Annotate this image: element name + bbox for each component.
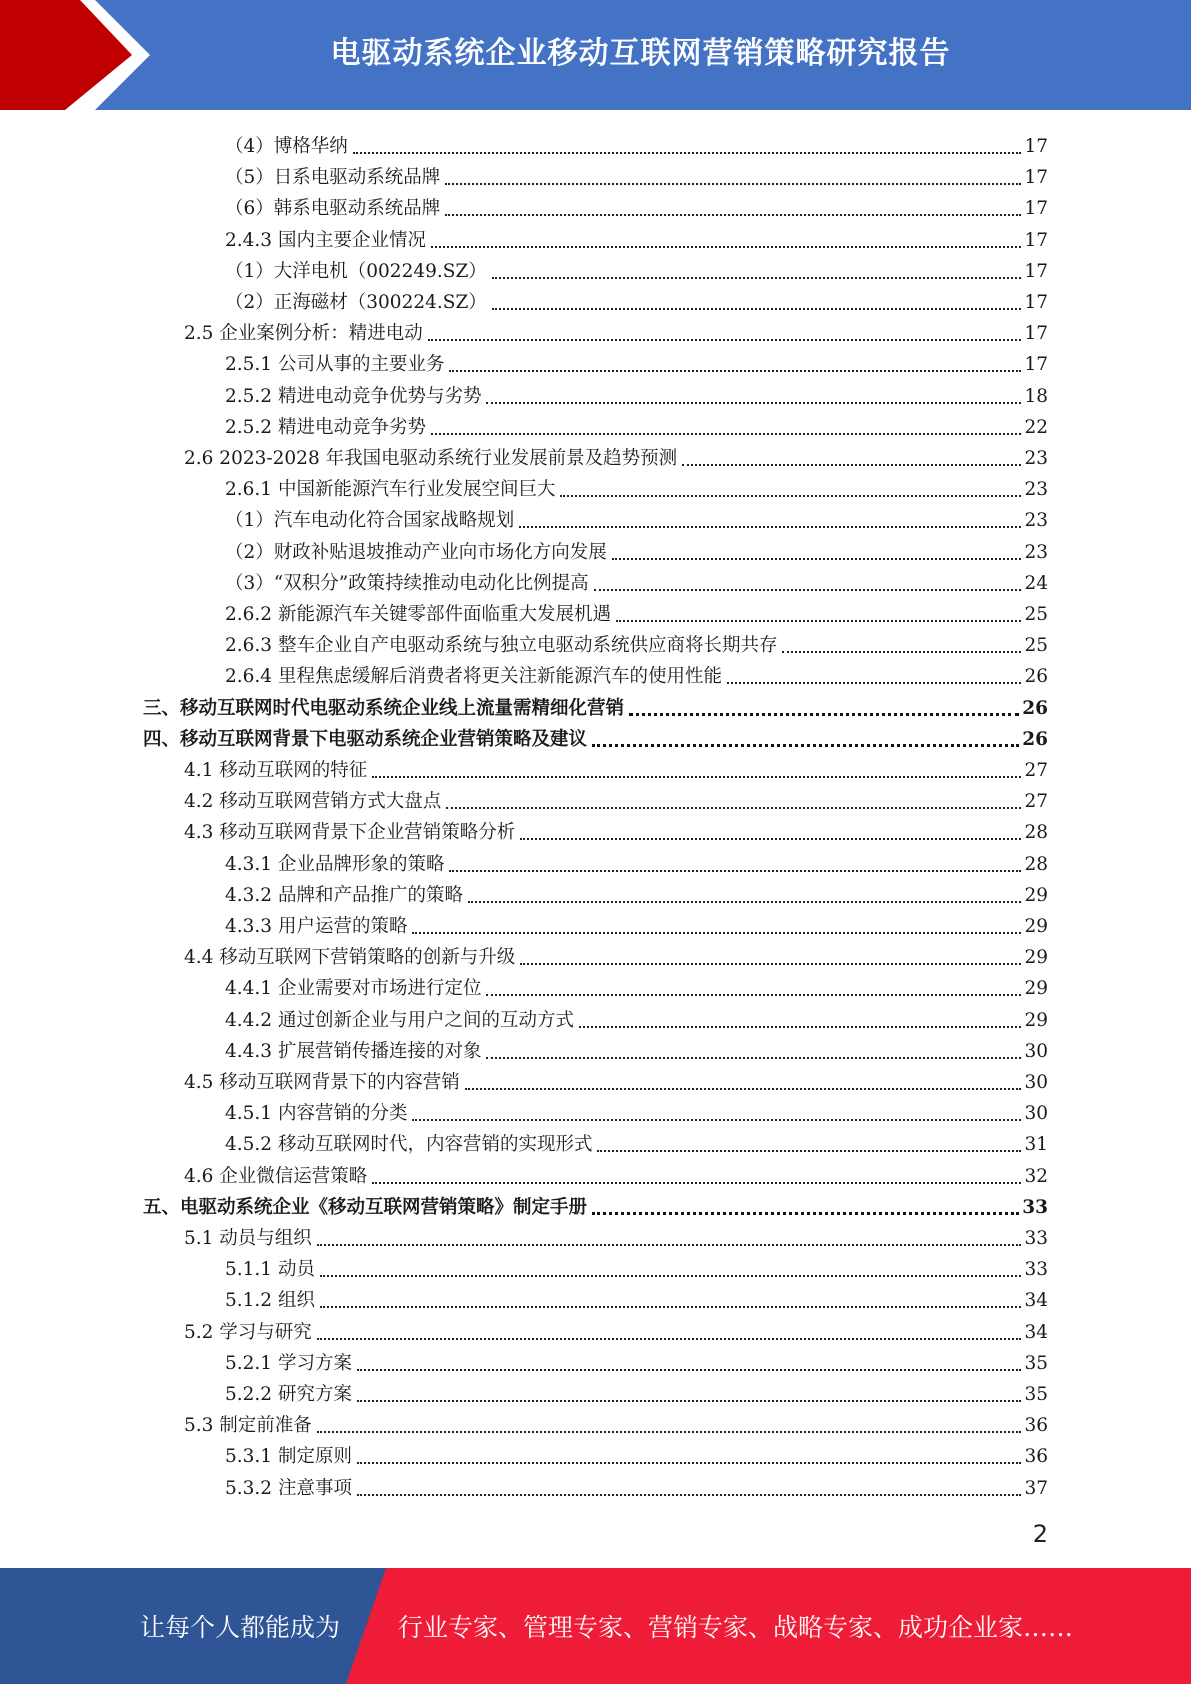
- toc-entry-title: 5.1 动员与组织: [184, 1228, 312, 1249]
- toc-entry-title: 4.4.3 扩展营销传播连接的对象: [225, 1040, 482, 1062]
- toc-entry-title: （4）博格华纳: [225, 136, 348, 157]
- toc-dot-leader: [357, 1494, 1022, 1496]
- toc-dot-leader: [519, 526, 1021, 528]
- toc-entry-page: 25: [1024, 635, 1048, 657]
- toc-entry-page: 35: [1024, 1384, 1048, 1405]
- toc-entry[interactable]: [225, 907, 1048, 938]
- toc-entry-title: 4.6 企业微信运营策略: [184, 1165, 368, 1187]
- toc-dot-leader: [449, 370, 1021, 372]
- toc-entry[interactable]: [184, 1063, 1048, 1094]
- toc-entry-title: 5.3 制定前准备: [184, 1415, 312, 1437]
- toc-entry[interactable]: [225, 1437, 1048, 1468]
- toc-entry-title: 5.3.1 制定原则: [225, 1446, 352, 1468]
- toc-entry-title: 三、移动互联网时代电驱动系统企业线上流量需精细化营销: [143, 697, 625, 719]
- toc-entry-title: 2.5.2 精进电动竞争优势与劣势: [225, 385, 482, 407]
- toc-entry[interactable]: [225, 564, 1048, 595]
- toc-entry-title: 2.6.3 整车企业自产电驱动系统与独立电驱动系统供应商将长期共存: [225, 635, 778, 657]
- toc-dot-leader: [492, 308, 1022, 310]
- toc-entry-title: 2.6.2 新能源汽车关键零部件面临重大发展机遇: [225, 604, 611, 625]
- toc-entry-title: 2.6.4 里程焦虑缓解后消费者将更关注新能源汽车的使用性能: [225, 666, 722, 688]
- toc-dot-leader: [727, 682, 1021, 684]
- toc-entry-page: 29: [1024, 1009, 1048, 1031]
- toc-dot-leader: [597, 1150, 1021, 1152]
- toc-entry[interactable]: [225, 377, 1048, 408]
- toc-entry-title: 4.3.1 企业品牌形象的策略: [225, 853, 445, 875]
- toc-entry-title: 2.4.3 国内主要企业情况: [225, 229, 426, 251]
- toc-entry-page: 30: [1024, 1103, 1048, 1125]
- toc-entry[interactable]: [225, 533, 1048, 564]
- page-number: 2: [1032, 1520, 1048, 1548]
- toc-entry-title: 2.6.1 中国新能源汽车行业发展空间巨大: [225, 479, 556, 501]
- toc-entry-title: （3）“双积分”政策持续推动电动化比例提高: [225, 572, 589, 594]
- toc-dot-leader: [612, 558, 1022, 560]
- toc-entry-page: 18: [1024, 385, 1048, 407]
- toc-dot-leader: [486, 994, 1021, 996]
- toc-dot-leader: [579, 1026, 1021, 1028]
- toc-entry[interactable]: [225, 252, 1048, 283]
- toc-dot-leader: [357, 1462, 1022, 1464]
- toc-entry-title: 4.5.1 内容营销的分类: [225, 1103, 408, 1125]
- toc-entry-title: （6）韩系电驱动系统品牌: [225, 198, 441, 220]
- toc-entry[interactable]: [184, 1313, 1048, 1344]
- toc-dot-leader: [682, 464, 1021, 466]
- toc-dot-leader: [317, 1338, 1022, 1340]
- toc-entry-page: 27: [1024, 760, 1048, 781]
- toc-entry-title: 2.5.1 公司从事的主要业务: [225, 354, 445, 376]
- toc-entry[interactable]: [143, 720, 1048, 751]
- toc-entry[interactable]: [225, 189, 1048, 220]
- toc-entry[interactable]: [225, 1001, 1048, 1032]
- toc-entry-page: 37: [1024, 1477, 1048, 1499]
- toc-entry-page: 23: [1024, 448, 1048, 469]
- toc-entry-page: 26: [1024, 666, 1048, 688]
- toc-entry-page: 29: [1024, 916, 1048, 937]
- toc-entry-page: 17: [1024, 260, 1048, 282]
- toc-entry-page: 29: [1024, 884, 1048, 906]
- toc-entry-page: 34: [1024, 1290, 1048, 1312]
- toc-entry[interactable]: [225, 1375, 1048, 1406]
- toc-entry-title: 5.2.1 学习方案: [225, 1352, 352, 1374]
- toc-dot-leader: [492, 277, 1022, 279]
- toc-dot-leader: [320, 1275, 1022, 1277]
- toc-dot-leader: [428, 339, 1022, 341]
- toc-entry-title: 5.1.2 组织: [225, 1290, 315, 1312]
- toc-dot-leader: [353, 152, 1022, 154]
- toc-entry-title: （2）正海磁材（300224.SZ）: [225, 292, 487, 313]
- toc-entry-title: （1）大洋电机（002249.SZ）: [225, 260, 487, 282]
- toc-entry[interactable]: [184, 1219, 1048, 1250]
- toc-dot-leader: [431, 433, 1021, 435]
- toc-entry[interactable]: [184, 1157, 1048, 1188]
- toc-entry[interactable]: [225, 969, 1048, 1000]
- toc-entry-page: 23: [1024, 510, 1048, 532]
- toc-entry[interactable]: [225, 501, 1048, 532]
- toc-entry-page: 32: [1024, 1165, 1048, 1187]
- page-footer: [0, 1568, 1191, 1684]
- toc-entry-page: 28: [1024, 822, 1048, 844]
- page-header: [0, 0, 1191, 110]
- toc-entry-title: （2）财政补贴退坡推动产业向市场化方向发展: [225, 541, 607, 563]
- toc-entry-title: 4.5 移动互联网背景下的内容营销: [184, 1072, 460, 1093]
- toc-entry[interactable]: [225, 1125, 1048, 1156]
- toc-entry[interactable]: [225, 876, 1048, 907]
- toc-entry[interactable]: [225, 626, 1048, 657]
- toc-dot-leader: [445, 214, 1021, 216]
- toc-entry-title: 4.2 移动互联网营销方式大盘点: [184, 791, 442, 813]
- toc-entry[interactable]: [184, 314, 1048, 345]
- toc-entry-title: 4.4.1 企业需要对市场进行定位: [225, 978, 482, 1000]
- toc-dot-leader: [629, 713, 1019, 716]
- toc-entry-title: 5.2 学习与研究: [184, 1321, 312, 1343]
- toc-entry[interactable]: [225, 1250, 1048, 1281]
- toc-entry-page: 33: [1024, 1259, 1048, 1281]
- toc-entry-page: 31: [1024, 1134, 1048, 1156]
- toc-entry-page: 26: [1022, 728, 1048, 750]
- toc-dot-leader: [520, 963, 1021, 965]
- toc-entry-page: 35: [1024, 1352, 1048, 1374]
- toc-entry-page: 23: [1024, 479, 1048, 501]
- toc-entry-title: 5.3.2 注意事项: [225, 1477, 352, 1499]
- toc-dot-leader: [372, 1182, 1021, 1184]
- toc-entry-title: 2.5.2 精进电动竞争劣势: [225, 416, 426, 438]
- toc-dot-leader: [320, 1306, 1022, 1308]
- toc-dot-leader: [449, 870, 1021, 872]
- toc-entry-page: 23: [1024, 541, 1048, 563]
- toc-entry[interactable]: [225, 1094, 1048, 1125]
- toc-entry[interactable]: [225, 408, 1048, 439]
- toc-entry-title: （5）日系电驱动系统品牌: [225, 167, 441, 189]
- toc-entry-page: 28: [1024, 853, 1048, 875]
- toc-entry-page: 33: [1022, 1196, 1048, 1218]
- toc-entry-page: 17: [1024, 198, 1048, 220]
- toc-dot-leader: [486, 402, 1021, 404]
- toc-entry[interactable]: [143, 1188, 1048, 1219]
- toc-entry-title: 4.1 移动互联网的特征: [184, 760, 368, 781]
- document-title: 电驱动系统企业移动互联网营销策略研究报告: [330, 36, 951, 71]
- toc-dot-leader: [445, 183, 1021, 185]
- toc-entry-page: 22: [1024, 416, 1048, 438]
- toc-entry[interactable]: [225, 1032, 1048, 1063]
- toc-entry-title: 四、移动互联网背景下电驱动系统企业营销策略及建议: [143, 728, 588, 750]
- toc-entry-title: 5.1.1 动员: [225, 1259, 315, 1281]
- toc-dot-leader: [372, 776, 1021, 778]
- toc-entry-title: 五、电驱动系统企业《移动互联网营销策略》制定手册: [143, 1196, 588, 1218]
- toc-dot-leader: [431, 246, 1021, 248]
- toc-entry[interactable]: [225, 345, 1048, 376]
- toc-entry-title: 4.3 移动互联网背景下企业营销策略分析: [184, 822, 516, 844]
- toc-dot-leader: [357, 1369, 1022, 1371]
- toc-dot-leader: [616, 620, 1021, 622]
- toc-entry-page: 36: [1024, 1415, 1048, 1437]
- toc-entry-title: 4.3.3 用户运营的策略: [225, 916, 408, 937]
- toc-entry[interactable]: [184, 813, 1048, 844]
- toc-dot-leader: [560, 495, 1021, 497]
- toc-dot-leader: [412, 932, 1021, 934]
- toc-entry-page: 24: [1024, 572, 1048, 594]
- toc-entry-page: 17: [1024, 354, 1048, 376]
- toc-entry[interactable]: [225, 657, 1048, 688]
- toc-dot-leader: [782, 651, 1021, 653]
- toc-entry-title: 4.3.2 品牌和产品推广的策略: [225, 884, 463, 906]
- toc-entry[interactable]: [143, 689, 1048, 720]
- toc-entry[interactable]: [225, 127, 1048, 158]
- toc-dot-leader: [468, 901, 1021, 903]
- toc-dot-leader: [317, 1431, 1022, 1433]
- toc-entry[interactable]: [225, 1469, 1048, 1500]
- toc-entry-page: 30: [1024, 1040, 1048, 1062]
- toc-dot-leader: [446, 807, 1021, 809]
- toc-dot-leader: [357, 1400, 1022, 1402]
- toc-entry-title: （1）汽车电动化符合国家战略规划: [225, 510, 515, 532]
- toc-entry[interactable]: [184, 439, 1048, 470]
- toc-entry-page: 25: [1024, 604, 1048, 625]
- toc-dot-leader: [317, 1244, 1022, 1246]
- footer-slogan-right: 行业专家、管理专家、营销专家、战略专家、成功企业家……: [398, 1613, 1074, 1642]
- toc-entry-page: 17: [1024, 292, 1048, 313]
- footer-slogan-left: 让每个人都能成为: [140, 1613, 341, 1642]
- toc-dot-leader: [486, 1057, 1021, 1059]
- toc-entry-page: 34: [1024, 1321, 1048, 1343]
- toc-entry[interactable]: [225, 595, 1048, 626]
- toc-dot-leader: [412, 1119, 1021, 1121]
- toc-dot-leader: [592, 744, 1019, 747]
- toc-entry[interactable]: [184, 751, 1048, 782]
- toc-entry-title: 5.2.2 研究方案: [225, 1384, 352, 1405]
- toc-entry-page: 33: [1024, 1228, 1048, 1249]
- toc-entry[interactable]: [184, 782, 1048, 813]
- toc-entry-page: 17: [1024, 136, 1048, 157]
- toc-entry-page: 30: [1024, 1072, 1048, 1093]
- toc-entry-page: 17: [1024, 167, 1048, 189]
- toc-entry[interactable]: [225, 1281, 1048, 1312]
- toc-entry[interactable]: [225, 845, 1048, 876]
- toc-dot-leader: [520, 838, 1021, 840]
- toc-entry[interactable]: [184, 1406, 1048, 1437]
- toc-entry-page: 36: [1024, 1446, 1048, 1468]
- toc-entry-title: 4.4 移动互联网下营销策略的创新与升级: [184, 947, 516, 969]
- toc-entry-title: 4.5.2 移动互联网时代，内容营销的实现形式: [225, 1134, 593, 1156]
- toc-dot-leader: [592, 1212, 1019, 1215]
- toc-entry-page: 17: [1024, 229, 1048, 251]
- toc-entry-page: 29: [1024, 947, 1048, 969]
- toc-entry[interactable]: [184, 938, 1048, 969]
- toc-entry-title: 2.5 企业案例分析：精进电动: [184, 323, 423, 345]
- toc-entry[interactable]: [225, 1344, 1048, 1375]
- toc-dot-leader: [465, 1088, 1022, 1090]
- toc-entry[interactable]: [225, 283, 1048, 314]
- toc-entry[interactable]: [225, 221, 1048, 252]
- toc-entry-page: 27: [1024, 791, 1048, 813]
- toc-entry[interactable]: [225, 158, 1048, 189]
- toc-entry[interactable]: [225, 470, 1048, 501]
- toc-entry-page: 17: [1024, 323, 1048, 345]
- toc-entry-title: 2.6 2023-2028 年我国电驱动系统行业发展前景及趋势预测: [184, 448, 678, 469]
- toc-entry-page: 26: [1022, 697, 1048, 719]
- red-arrow-logo: [0, 0, 160, 110]
- toc-entry-page: 29: [1024, 978, 1048, 1000]
- toc-dot-leader: [594, 589, 1022, 591]
- toc-entry-title: 4.4.2 通过创新企业与用户之间的互动方式: [225, 1009, 574, 1031]
